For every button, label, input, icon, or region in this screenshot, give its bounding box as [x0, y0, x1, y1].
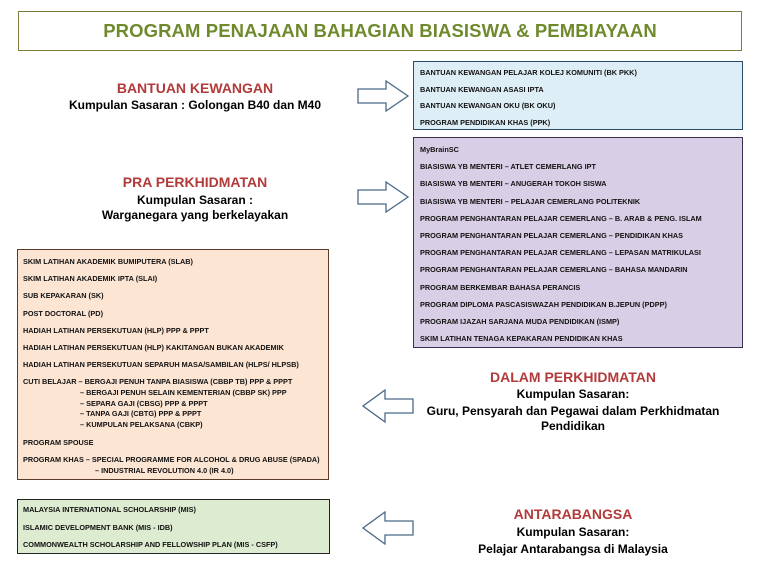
list-item: SKIM LATIHAN AKADEMIK IPTA (SLAI) [23, 274, 158, 284]
list-item: BANTUAN KEWANGAN PELAJAR KOLEJ KOMUNITI (BK PKK) [420, 68, 637, 77]
box-antara-list [17, 499, 330, 554]
list-item-spouse: PROGRAM SPOUSE [23, 438, 94, 448]
heading-bantuan-label: BANTUAN KEWANGAN [116, 80, 274, 96]
target-antara-line1: Kumpulan Sasaran: [516, 525, 630, 539]
list-item: PROGRAM BERKEMBAR BAHASA PERANCIS [420, 282, 581, 292]
page-title: PROGRAM PENAJAAN BAHAGIAN BIASISWA & PEMBIAYAAN [103, 20, 657, 41]
list-item: MyBrainSC [420, 145, 459, 154]
heading-antara [438, 506, 708, 557]
target-pra-line2: Warganegara yang berkelayakan [101, 208, 289, 222]
list-pra [420, 141, 742, 347]
target-dalam-line3: Pendidikan [540, 419, 605, 433]
list-item: PROGRAM IJAZAH SARJANA MUDA PENDIDIKAN (ISMP) [420, 317, 620, 327]
list-item: PROGRAM PENGHANTARAN PELAJAR CEMERLANG – B. ARAB & PENG. ISLAM [420, 213, 702, 223]
heading-pra-label: PRA PERKHIDMATAN [122, 174, 268, 190]
list-item: PROGRAM DIPLOMA PASCASISWAZAH PENDIDIKAN B.JEPUN (PDPP) [420, 299, 667, 309]
list-item: PROGRAM PENDIDIKAN KHAS (PPK) [420, 117, 551, 127]
target-antara-line2: Pelajar Antarabangsa di Malaysia [478, 542, 668, 556]
list-item: BIASISWA YB MENTERI – PELAJAR CEMERLANG POLITEKNIK [420, 196, 641, 206]
list-item: COMMONWEALTH SCHOLARSHIP AND FELLOWSHIP PLAN (MIS - CSFP) [23, 540, 278, 549]
box-bantuan-list [413, 61, 743, 130]
arrow-left-icon [362, 389, 414, 423]
list-item: BIASISWA YB MENTERI – ANUGERAH TOKOH SISWA [420, 179, 607, 189]
list-antara [23, 501, 329, 554]
list-item: HADIAH LATIHAN PERSEKUTUAN (HLP) PPP & PPPT [23, 325, 209, 335]
target-pra-line1: Kumpulan Sasaran : [136, 193, 254, 207]
box-dalam-list [17, 249, 329, 480]
heading-pra [60, 174, 330, 223]
list-item-cuti: CUTI BELAJAR – BERGAJI PENUH TANPA BIASISWA (CBBP TB) PPP & PPPT [23, 377, 293, 387]
list-bantuan [420, 65, 742, 131]
list-item: HADIAH LATIHAN PERSEKUTUAN SEPARUH MASA/SAMBILAN (HLPS/ HLPSB) [23, 360, 299, 370]
list-subitem: – BERGAJI PENUH SELAIN KEMENTERIAN (CBBP SK) PPP [80, 388, 287, 398]
heading-dalam [418, 369, 728, 434]
list-item: PROGRAM PENGHANTARAN PELAJAR CEMERLANG – PENDIDIKAN KHAS [420, 231, 683, 241]
list-item: MALAYSIA INTERNATIONAL SCHOLARSHIP (MIS) [23, 505, 196, 514]
list-item: HADIAH LATIHAN PERSEKUTUAN (HLP) KAKITANGAN BUKAN AKADEMIK [23, 343, 284, 353]
box-pra-list [413, 137, 743, 348]
list-item: SKIM LATIHAN AKADEMIK BUMIPUTERA (SLAB) [23, 257, 193, 266]
arrow-right-icon [357, 181, 409, 213]
list-subitem: – KUMPULAN PELAKSANA (CBKP) [80, 419, 203, 429]
title-box [18, 11, 742, 51]
list-subitem: – TANPA GAJI (CBTG) PPP & PPPT [80, 409, 202, 419]
list-item: PROGRAM PENGHANTARAN PELAJAR CEMERLANG – LEPASAN MATRIKULASI [420, 248, 701, 258]
arrow-left-icon [362, 511, 414, 545]
list-dalam [23, 253, 328, 476]
heading-bantuan [40, 80, 350, 113]
list-item: POST DOCTORAL (PD) [23, 308, 103, 318]
list-subitem: – INDUSTRIAL REVOLUTION 4.0 (IR 4.0) [95, 465, 234, 475]
list-item-khas: PROGRAM KHAS – SPECIAL PROGRAMME FOR ALCOHOL & DRUG ABUSE (SPADA) [23, 454, 320, 464]
list-item: BIASISWA YB MENTERI – ATLET CEMERLANG IPT [420, 162, 596, 172]
arrow-right-icon [357, 80, 409, 112]
target-dalam-line2: Guru, Pensyarah dan Pegawai dalam Perkhidmatan [426, 404, 720, 418]
list-item: ISLAMIC DEVELOPMENT BANK (MIS - IDB) [23, 522, 173, 532]
target-bantuan: Kumpulan Sasaran : Golongan B40 dan M40 [68, 98, 322, 112]
list-item: PROGRAM PENGHANTARAN PELAJAR CEMERLANG – BAHASA MANDARIN [420, 265, 688, 275]
list-item: BANTUAN KEWANGAN OKU (BK OKU) [420, 101, 556, 110]
list-item: BANTUAN KEWANGAN ASASI IPTA [420, 84, 544, 94]
list-item: SUB KEPAKARAN (SK) [23, 291, 104, 301]
heading-dalam-label: DALAM PERKHIDMATAN [490, 369, 656, 385]
list-subitem: – SEPARA GAJI (CBSG) PPP & PPPT [80, 398, 208, 408]
list-item: SKIM LATIHAN TENAGA KEPAKARAN PENDIDIKAN KHAS [420, 334, 623, 344]
heading-antara-label: ANTARABANGSA [513, 506, 633, 522]
target-dalam-line1: Kumpulan Sasaran: [516, 387, 630, 401]
